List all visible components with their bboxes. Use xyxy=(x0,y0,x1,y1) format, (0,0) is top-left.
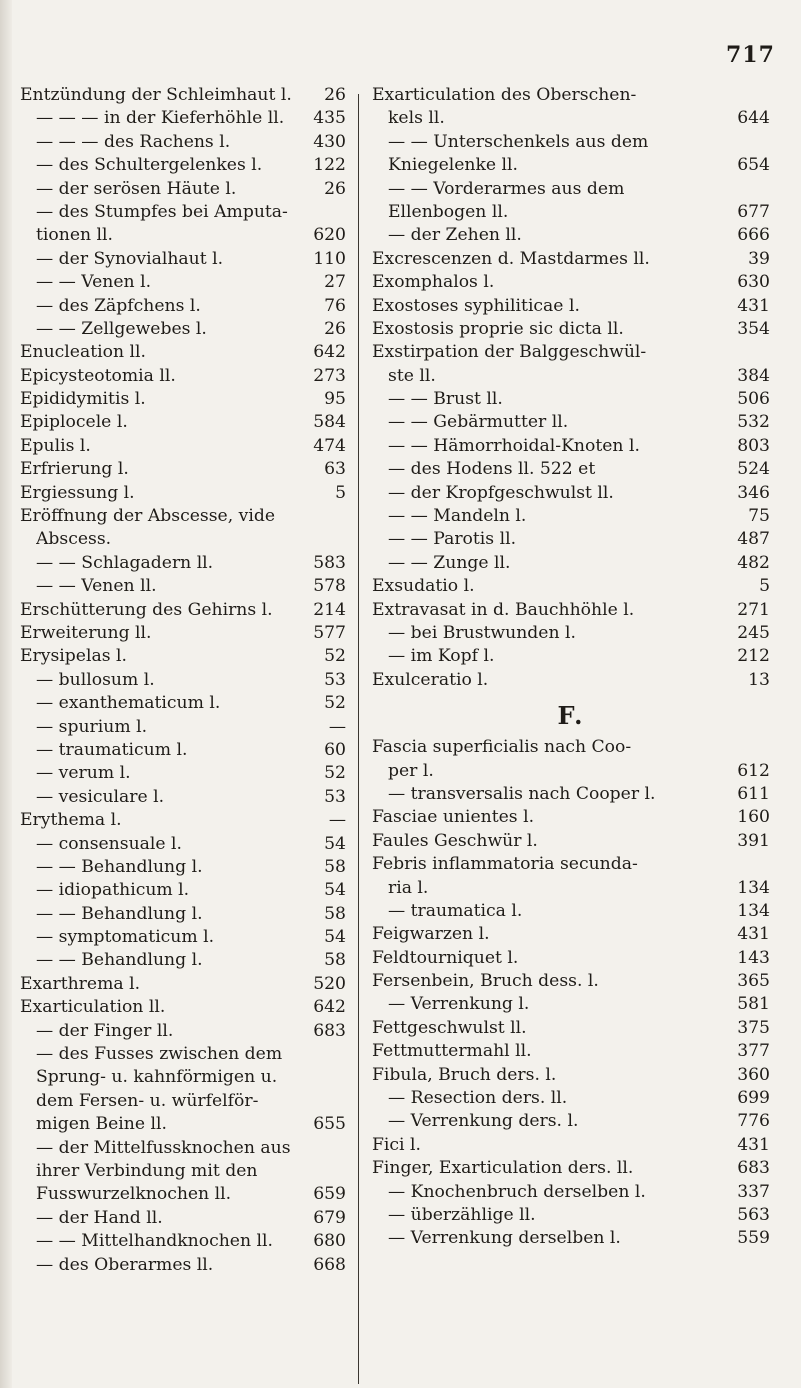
entry-page-ref: 95 xyxy=(324,389,346,410)
entry-term: ria l. xyxy=(388,877,429,898)
entry-term: — bei Brustwunden l. xyxy=(388,622,576,643)
entry-page-ref: 577 xyxy=(313,622,346,643)
entry-term: Erythema l. xyxy=(20,810,122,831)
entry-page-ref: 659 xyxy=(313,1184,346,1205)
index-entry xyxy=(20,716,346,739)
index-entry xyxy=(20,131,346,154)
entry-page-ref: 60 xyxy=(324,739,346,760)
index-entry xyxy=(20,458,346,481)
index-entry xyxy=(372,669,770,692)
entry-term: Exarticulation ll. xyxy=(20,997,166,1018)
index-entry xyxy=(20,996,346,1019)
entry-page-ref: 655 xyxy=(313,1114,346,1135)
entry-page-ref: 699 xyxy=(737,1088,770,1109)
entry-page-ref: 53 xyxy=(324,669,346,690)
entry-page-ref: — xyxy=(328,810,346,831)
entry-page-ref: 58 xyxy=(324,856,346,877)
index-entry xyxy=(20,388,346,411)
entry-page-ref: 26 xyxy=(324,85,346,105)
entry-page-ref: 520 xyxy=(313,973,346,994)
entry-page-ref: 384 xyxy=(737,365,770,386)
index-entry xyxy=(372,923,770,946)
entry-term: tionen ll. xyxy=(36,225,113,246)
index-entry xyxy=(20,903,346,926)
index-entry xyxy=(20,528,346,551)
entry-page-ref: 435 xyxy=(313,108,346,129)
entry-page-ref: — xyxy=(328,716,346,737)
entry-term: — — Gebärmutter ll. xyxy=(388,412,569,433)
entry-term: — — Behandlung l. xyxy=(36,950,203,971)
index-entry xyxy=(372,993,770,1016)
entry-term: — Resection ders. ll. xyxy=(388,1088,568,1109)
entry-term: Feigwarzen l. xyxy=(372,924,490,945)
index-entry xyxy=(20,786,346,809)
entry-term: — bullosum l. xyxy=(36,669,155,690)
entry-term: Exomphalos l. xyxy=(372,272,495,293)
entry-term: — — Venen l. xyxy=(36,272,152,293)
index-entry xyxy=(20,575,346,598)
entry-term: — der Hand ll. xyxy=(36,1207,163,1228)
entry-page-ref: 346 xyxy=(737,482,770,503)
entry-term: Epicysteotomia ll. xyxy=(20,365,176,386)
entry-term: — des Zäpfchens l. xyxy=(36,295,201,316)
index-entry xyxy=(372,131,770,154)
entry-page-ref: 360 xyxy=(737,1064,770,1085)
entry-page-ref: 52 xyxy=(324,646,346,667)
index-entry xyxy=(20,411,346,434)
index-column-right xyxy=(372,84,770,1251)
index-entry xyxy=(372,900,770,923)
index-entry xyxy=(372,830,770,853)
index-entry xyxy=(20,645,346,668)
entry-page-ref: 273 xyxy=(313,365,346,386)
index-entry xyxy=(20,809,346,832)
entry-page-ref: 39 xyxy=(748,248,770,269)
entry-page-ref: 271 xyxy=(737,599,770,620)
index-entry xyxy=(372,877,770,900)
entry-page-ref: 803 xyxy=(737,435,770,456)
index-entry xyxy=(20,318,346,341)
index-entry xyxy=(20,505,346,528)
index-entry xyxy=(20,739,346,762)
entry-term: — traumatica l. xyxy=(388,900,523,921)
entry-page-ref: 431 xyxy=(737,295,770,316)
entry-page-ref: 143 xyxy=(737,947,770,968)
index-entry xyxy=(372,341,770,364)
entry-term: Epididymitis l. xyxy=(20,389,146,410)
entry-term: Exarticulation des Oberschen- xyxy=(372,85,637,105)
index-entry xyxy=(372,1110,770,1133)
index-entry xyxy=(20,107,346,130)
index-entry xyxy=(20,762,346,785)
index-entry xyxy=(372,84,770,107)
entry-page-ref: 122 xyxy=(313,155,346,176)
entry-page-ref: 245 xyxy=(737,622,770,643)
entry-page-ref: 52 xyxy=(324,763,346,784)
entry-page-ref: 214 xyxy=(313,599,346,620)
entry-page-ref: 666 xyxy=(737,225,770,246)
entry-page-ref: 27 xyxy=(324,272,346,293)
entry-page-ref: 642 xyxy=(313,997,346,1018)
index-entry xyxy=(372,552,770,575)
entry-term: Fascia superficialis nach Coo- xyxy=(372,737,632,758)
entry-term: Kniegelenke ll. xyxy=(388,155,518,176)
index-entry xyxy=(372,1040,770,1063)
entry-term: — des Hodens ll. 522 et xyxy=(388,459,596,480)
entry-term: Exostoses syphiliticae l. xyxy=(372,295,580,316)
index-entry xyxy=(20,482,346,505)
entry-page-ref: 5 xyxy=(759,576,770,597)
index-entry xyxy=(20,224,346,247)
entry-term: — — Mandeln l. xyxy=(388,506,527,527)
entry-page-ref: 630 xyxy=(737,272,770,293)
entry-term: — überzählige ll. xyxy=(388,1204,536,1225)
entry-page-ref: 26 xyxy=(324,318,346,339)
entry-term: Erysipelas l. xyxy=(20,646,127,667)
index-entry xyxy=(20,1043,346,1066)
index-entry xyxy=(372,528,770,551)
index-section-f xyxy=(372,736,770,1251)
entry-page-ref: 54 xyxy=(324,833,346,854)
entry-page-ref: 482 xyxy=(737,552,770,573)
entry-term: — idiopathicum l. xyxy=(36,880,190,901)
index-entry xyxy=(20,949,346,972)
index-entry xyxy=(372,736,770,759)
entry-term: — — Vorderarmes aus dem xyxy=(388,178,625,199)
entry-term: — — Behandlung l. xyxy=(36,856,203,877)
entry-page-ref: 134 xyxy=(737,877,770,898)
index-entry xyxy=(372,806,770,829)
index-entry xyxy=(20,1207,346,1230)
index-entry xyxy=(20,1160,346,1183)
entry-term: — des Oberarmes ll. xyxy=(36,1254,214,1275)
index-entry xyxy=(20,201,346,224)
entry-term: — — — in der Kieferhöhle ll. xyxy=(36,108,285,129)
index-entry xyxy=(20,1137,346,1160)
index-entry xyxy=(372,1017,770,1040)
entry-page-ref: 5 xyxy=(335,482,346,503)
index-entry xyxy=(372,271,770,294)
entry-page-ref: 611 xyxy=(737,783,770,804)
index-entry xyxy=(372,1157,770,1180)
index-entry xyxy=(372,435,770,458)
entry-page-ref: 354 xyxy=(737,318,770,339)
entry-page-ref: 620 xyxy=(313,225,346,246)
index-entry xyxy=(372,1134,770,1157)
index-section-e xyxy=(372,84,770,692)
entry-term: Fibula, Bruch ders. l. xyxy=(372,1064,557,1085)
entry-term: Ergiessung l. xyxy=(20,482,135,503)
entry-page-ref: 563 xyxy=(737,1204,770,1225)
entry-term: dem Fersen- u. würfelför- xyxy=(36,1090,259,1111)
entry-page-ref: 654 xyxy=(737,155,770,176)
entry-page-ref: 430 xyxy=(313,131,346,152)
entry-term: — der Kropfgeschwulst ll. xyxy=(388,482,614,503)
entry-term: — der Mittelfussknochen aus xyxy=(36,1137,291,1158)
entry-page-ref: 612 xyxy=(737,760,770,781)
entry-term: Entzündung der Schleimhaut l. xyxy=(20,85,292,105)
index-entry xyxy=(372,248,770,271)
index-entry xyxy=(20,1066,346,1089)
index-entry xyxy=(372,201,770,224)
entry-term: Excrescenzen d. Mastdarmes ll. xyxy=(372,248,650,269)
index-entry xyxy=(372,295,770,318)
entry-page-ref: 680 xyxy=(313,1231,346,1252)
entry-page-ref: 365 xyxy=(737,971,770,992)
index-entry xyxy=(372,482,770,505)
entry-page-ref: 26 xyxy=(324,178,346,199)
entry-page-ref: 431 xyxy=(737,1134,770,1155)
entry-term: Extravasat in d. Bauchhöhle l. xyxy=(372,599,635,620)
entry-term: Erweiterung ll. xyxy=(20,622,152,643)
entry-page-ref: 679 xyxy=(313,1207,346,1228)
entry-term: — des Fusses zwischen dem xyxy=(36,1044,283,1065)
entry-term: — des Stumpfes bei Amputa- xyxy=(36,201,288,222)
index-entry xyxy=(20,1230,346,1253)
index-entry xyxy=(372,1064,770,1087)
index-entry xyxy=(20,622,346,645)
entry-page-ref: 13 xyxy=(748,669,770,690)
index-entry xyxy=(20,1183,346,1206)
entry-page-ref: 76 xyxy=(324,295,346,316)
entry-term: — — Zunge ll. xyxy=(388,552,511,573)
index-entry xyxy=(372,505,770,528)
entry-term: — Verrenkung ders. l. xyxy=(388,1111,579,1132)
entry-term: Fettmuttermahl ll. xyxy=(372,1041,532,1062)
entry-term: — — Brust ll. xyxy=(388,389,503,410)
index-entry xyxy=(372,947,770,970)
entry-page-ref: 487 xyxy=(737,529,770,550)
entry-term: per l. xyxy=(388,760,434,781)
entry-page-ref: 212 xyxy=(737,646,770,667)
entry-page-ref: 578 xyxy=(313,576,346,597)
entry-page-ref: 110 xyxy=(313,248,346,269)
index-entry xyxy=(372,411,770,434)
entry-term: Exostosis proprie sic dicta ll. xyxy=(372,318,624,339)
entry-term: Febris inflammatoria secunda- xyxy=(372,854,638,875)
index-entry xyxy=(20,669,346,692)
entry-term: — — Parotis ll. xyxy=(388,529,517,550)
entry-term: — im Kopf l. xyxy=(388,646,495,667)
entry-page-ref: 584 xyxy=(313,412,346,433)
entry-page-ref: 583 xyxy=(313,552,346,573)
entry-term: Enucleation ll. xyxy=(20,342,146,363)
entry-term: — — Zellgewebes l. xyxy=(36,318,207,339)
entry-term: kels ll. xyxy=(388,108,445,129)
entry-page-ref: 53 xyxy=(324,786,346,807)
entry-term: — Verrenkung derselben l. xyxy=(388,1228,621,1249)
entry-term: — spurium l. xyxy=(36,716,148,737)
entry-page-ref: 52 xyxy=(324,693,346,714)
entry-term: Fettgeschwulst ll. xyxy=(372,1017,527,1038)
entry-term: Eröffnung der Abscesse, vide xyxy=(20,506,276,527)
entry-term: Erschütterung des Gehirns l. xyxy=(20,599,273,620)
entry-term: — consensuale l. xyxy=(36,833,182,854)
index-entry xyxy=(20,178,346,201)
entry-term: Exsudatio l. xyxy=(372,576,475,597)
page-edge xyxy=(0,0,12,1388)
entry-term: — — Unterschenkels aus dem xyxy=(388,131,649,152)
entry-page-ref: 75 xyxy=(748,506,770,527)
entry-term: — vesiculare l. xyxy=(36,786,165,807)
entry-term: Epulis l. xyxy=(20,435,91,456)
entry-page-ref: 677 xyxy=(737,201,770,222)
index-entry xyxy=(20,973,346,996)
index-entry xyxy=(372,154,770,177)
entry-term: — der Zehen ll. xyxy=(388,225,522,246)
entry-term: Exulceratio l. xyxy=(372,669,489,690)
index-entry xyxy=(20,552,346,575)
entry-term: Fici l. xyxy=(372,1134,421,1155)
entry-term: — symptomaticum l. xyxy=(36,927,215,948)
entry-page-ref: 506 xyxy=(737,389,770,410)
index-entry xyxy=(372,645,770,668)
index-entry xyxy=(372,853,770,876)
entry-term: — — Schlagadern ll. xyxy=(36,552,214,573)
entry-page-ref: 776 xyxy=(737,1111,770,1132)
entry-page-ref: 54 xyxy=(324,880,346,901)
index-column-left xyxy=(20,84,346,1277)
index-entry xyxy=(20,1113,346,1136)
entry-page-ref: 474 xyxy=(313,435,346,456)
index-entry xyxy=(372,224,770,247)
index-entry xyxy=(372,318,770,341)
entry-page-ref: 668 xyxy=(313,1254,346,1275)
entry-term: Feldtourniquet l. xyxy=(372,947,519,968)
index-entry xyxy=(372,1227,770,1250)
index-entry xyxy=(20,365,346,388)
index-entry xyxy=(20,295,346,318)
index-entry xyxy=(372,365,770,388)
entry-page-ref: 58 xyxy=(324,950,346,971)
entry-page-ref: 559 xyxy=(737,1228,770,1249)
section-letter-heading: F. xyxy=(557,701,585,731)
entry-term: — Knochenbruch derselben l. xyxy=(388,1181,646,1202)
entry-term: ste ll. xyxy=(388,365,436,386)
index-entry xyxy=(372,1181,770,1204)
index-entry xyxy=(20,879,346,902)
entry-page-ref: 375 xyxy=(737,1017,770,1038)
entry-term: — — Behandlung l. xyxy=(36,903,203,924)
index-entry xyxy=(20,1020,346,1043)
index-entry xyxy=(372,575,770,598)
entry-term: — traumaticum l. xyxy=(36,739,188,760)
index-entry xyxy=(20,84,346,107)
entry-page-ref: 391 xyxy=(737,830,770,851)
index-entry xyxy=(372,458,770,481)
entry-term: ihrer Verbindung mit den xyxy=(36,1160,258,1181)
entry-page-ref: 63 xyxy=(324,459,346,480)
entry-page-ref: 377 xyxy=(737,1041,770,1062)
entry-term: Fasciae unientes l. xyxy=(372,807,535,828)
entry-term: — — Mittelhandknochen ll. xyxy=(36,1231,273,1252)
index-entry xyxy=(372,1204,770,1227)
index-entry xyxy=(372,760,770,783)
index-entry xyxy=(20,248,346,271)
column-divider xyxy=(358,94,359,1384)
index-entry xyxy=(20,271,346,294)
entry-term: Erfrierung l. xyxy=(20,459,129,480)
entry-page-ref: 337 xyxy=(737,1181,770,1202)
entry-page-ref: 524 xyxy=(737,459,770,480)
entry-term: migen Beine ll. xyxy=(36,1114,167,1135)
index-entry xyxy=(20,1254,346,1277)
entry-page-ref: 160 xyxy=(737,807,770,828)
index-entry xyxy=(20,833,346,856)
entry-page-ref: 642 xyxy=(313,342,346,363)
entry-term: — der serösen Häute l. xyxy=(36,178,237,199)
index-entry xyxy=(372,1087,770,1110)
entry-term: — der Synovialhaut l. xyxy=(36,248,224,269)
entry-page-ref: 58 xyxy=(324,903,346,924)
page-number: 717 xyxy=(726,42,775,68)
entry-term: Fersenbein, Bruch dess. l. xyxy=(372,971,599,992)
entry-term: Epiplocele l. xyxy=(20,412,128,433)
index-entry xyxy=(20,692,346,715)
index-entry xyxy=(20,1090,346,1113)
entry-term: — transversalis nach Cooper l. xyxy=(388,783,656,804)
entry-page-ref: 532 xyxy=(737,412,770,433)
entry-page-ref: 581 xyxy=(737,994,770,1015)
entry-term: — des Schultergelenkes l. xyxy=(36,155,263,176)
entry-term: Fusswurzelknochen ll. xyxy=(36,1184,232,1205)
index-entry xyxy=(372,388,770,411)
entry-page-ref: 683 xyxy=(313,1020,346,1041)
entry-page-ref: 683 xyxy=(737,1158,770,1179)
index-entry xyxy=(372,622,770,645)
entry-page-ref: 431 xyxy=(737,924,770,945)
entry-term: — verum l. xyxy=(36,763,131,784)
entry-page-ref: 134 xyxy=(737,900,770,921)
entry-term: Abscess. xyxy=(36,529,112,550)
entry-page-ref: 644 xyxy=(737,108,770,129)
entry-term: — der Finger ll. xyxy=(36,1020,174,1041)
entry-term: — — Hämorrhoidal-Knoten l. xyxy=(388,435,640,456)
index-entry xyxy=(20,435,346,458)
index-entry xyxy=(372,783,770,806)
entry-term: — Verrenkung l. xyxy=(388,994,530,1015)
index-entry xyxy=(20,926,346,949)
index-entry xyxy=(20,856,346,879)
index-entry xyxy=(372,970,770,993)
index-entry xyxy=(20,599,346,622)
index-entry xyxy=(372,599,770,622)
entry-term: Finger, Exarticulation ders. ll. xyxy=(372,1158,634,1179)
entry-term: Sprung- u. kahnförmigen u. xyxy=(36,1067,278,1088)
index-entry xyxy=(20,154,346,177)
entry-term: Exstirpation der Balggeschwül- xyxy=(372,342,647,363)
index-entry xyxy=(372,107,770,130)
index-entry xyxy=(20,341,346,364)
entry-term: — exanthematicum l. xyxy=(36,693,221,714)
entry-page-ref: 54 xyxy=(324,927,346,948)
index-entry xyxy=(372,178,770,201)
entry-term: Ellenbogen ll. xyxy=(388,201,509,222)
entry-term: Faules Geschwür l. xyxy=(372,830,538,851)
entry-term: — — — des Rachens l. xyxy=(36,131,231,152)
entry-term: Exarthrema l. xyxy=(20,973,141,994)
entry-term: — — Venen ll. xyxy=(36,576,157,597)
